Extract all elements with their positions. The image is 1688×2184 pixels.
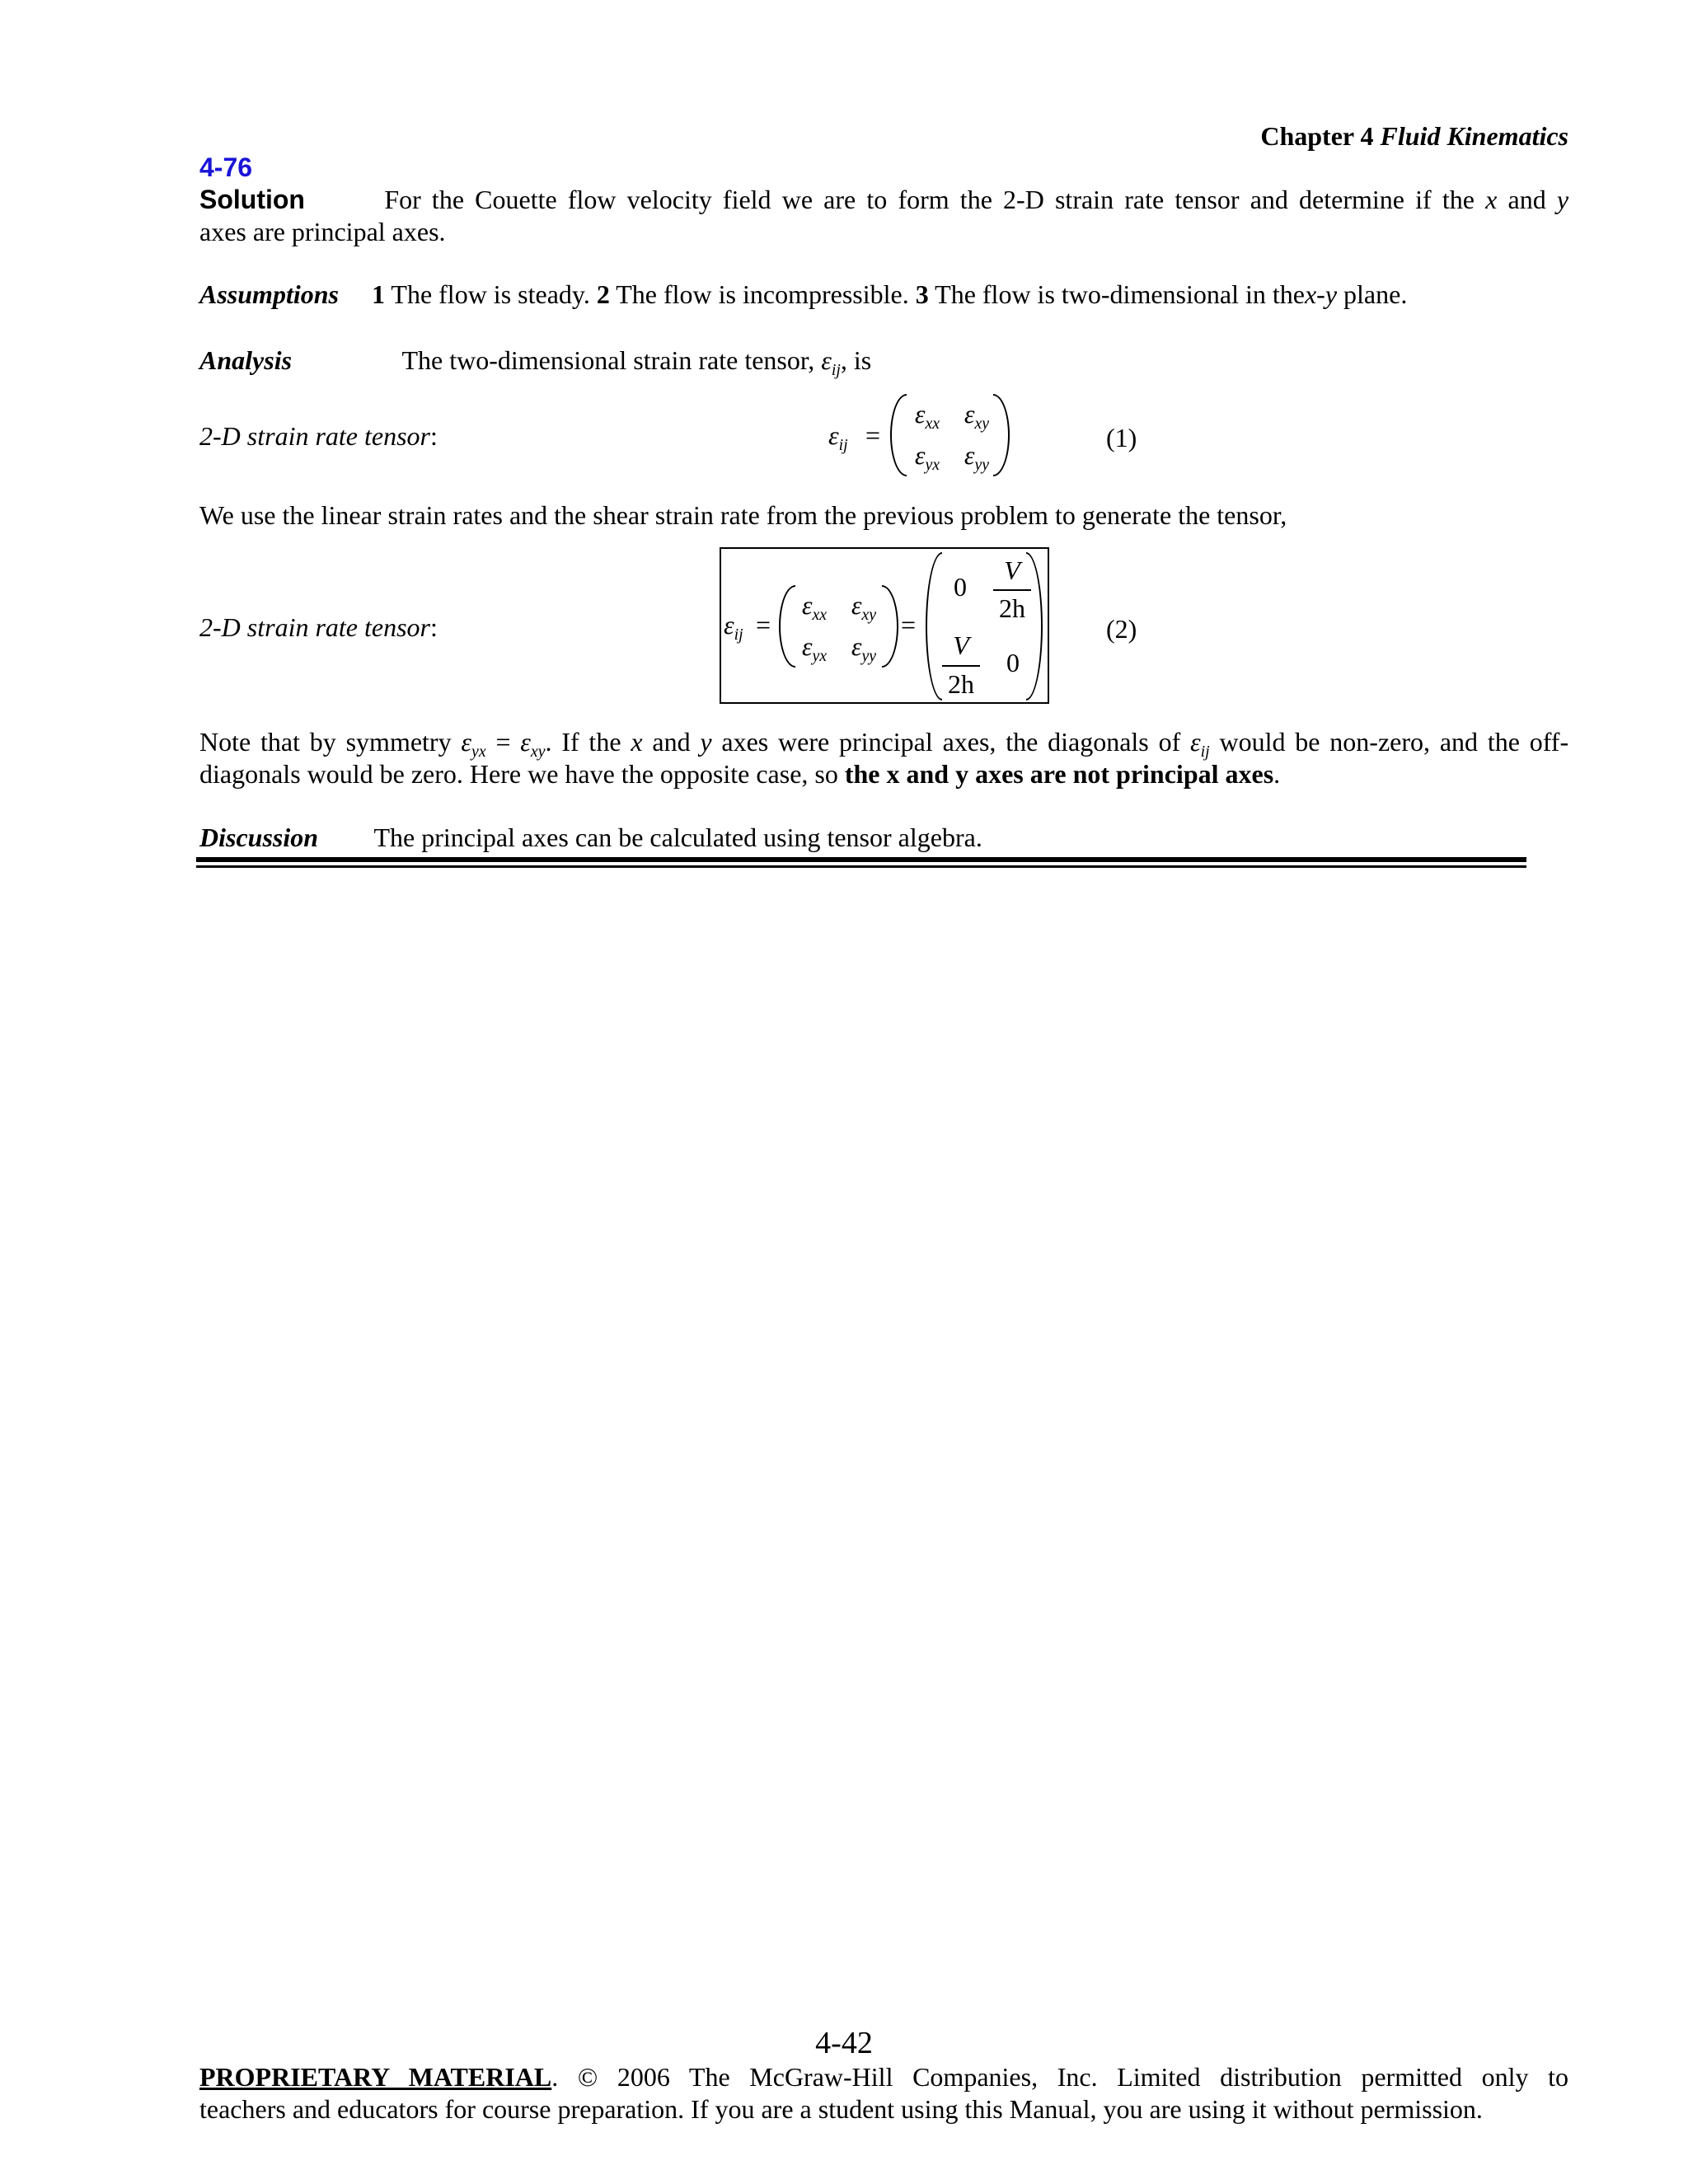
equation2-matrix-values [926, 552, 1043, 701]
equation1-equals: = [865, 420, 881, 450]
equation1-lhs: $\varepsilon_{ij}$ [828, 420, 848, 454]
equation1 [828, 394, 1026, 478]
fraction-bar [942, 665, 980, 667]
note-line1: Note that by symmetry $\varepsilon_{yx} = \varepsilon_{xy}$. If the x and y axes were principal axes, the diagonals of $\varepsilon_{ij}$ would be non-zero, and the off- [199, 727, 1569, 761]
chapter-title: Fluid Kinematics [1380, 121, 1568, 151]
note-line2: diagonals would be zero. Here we have the opposite case, so the x and y axes are not principal axes. [199, 759, 1281, 789]
section-divider [196, 857, 1526, 862]
discussion-line: Discussion The principal axes can be calculated using tensor algebra. [199, 823, 982, 852]
matrix-cell-r21-denominator: 2h [948, 669, 974, 699]
solution-text: For the Couette flow velocity field we are to form the 2-D strain rate tensor and determine if the [384, 185, 1475, 214]
matrix-cell-yx: $\varepsilon_{yx}$ [914, 440, 940, 474]
solution-label: Solution [199, 185, 305, 214]
equation2-number: (2) [1106, 614, 1137, 644]
proprietary-label: PROPRIETARY MATERIAL [199, 2062, 552, 2092]
solution-line1: Solution For the Couette flow velocity field we are to form the 2-D strain rate tensor and determine if the x and y [199, 185, 1569, 214]
middle-paragraph: We use the linear strain rates and the shear strain rate from the previous problem to generate the tensor, [199, 500, 1287, 530]
discussion-label: Discussion [199, 823, 319, 852]
chapter-label: Chapter 4 [1260, 121, 1374, 151]
fraction-bar [993, 589, 1031, 591]
equation2-box [720, 547, 1049, 704]
equation2-label: 2-D strain rate tensor: [199, 612, 438, 642]
page-number: 4-42 [815, 2026, 873, 2060]
matrix-cell-r21-numerator: V [953, 630, 969, 660]
footer-line1: PROPRIETARY MATERIAL. © 2006 The McGraw-Hill Companies, Inc. Limited distribution permitted only to [199, 2062, 1569, 2092]
equation1-label: 2-D strain rate tensor: [199, 421, 438, 451]
equation2-lhs: $\varepsilon_{ij}$ [724, 610, 743, 644]
matrix-cell-r12-denominator: 2h [999, 593, 1025, 623]
matrix-cell-yx: $\varepsilon_{yx}$ [801, 631, 828, 665]
equation2-matrix-symbolic [779, 585, 898, 668]
left-paren [779, 585, 795, 668]
matrix-cell-yy: $\varepsilon_{yy}$ [851, 631, 877, 665]
assumptions-line: Assumptions 1 The flow is steady. 2 The flow is incompressible. 3 The flow is two-dimensional in thex-y plane. [199, 279, 1408, 309]
matrix-cell-r22: 0 [1006, 648, 1020, 677]
equation1-number: (1) [1106, 423, 1137, 452]
footer-line2: teachers and educators for course preparation. If you are a student using this Manual, you are using it without permission. [199, 2094, 1483, 2124]
matrix-cell-xx: $\varepsilon_{xx}$ [914, 399, 940, 433]
matrix-cell-xy: $\varepsilon_{xy}$ [851, 590, 877, 624]
matrix-cell-r12-numerator: V [1004, 555, 1020, 585]
solution-line2: axes are principal axes. [199, 217, 446, 246]
matrix-cell-yy: $\varepsilon_{yy}$ [964, 440, 990, 474]
chapter-header [1260, 120, 1568, 152]
assumptions-label: Assumptions [199, 279, 339, 309]
equation2-equals2: = [901, 610, 917, 640]
matrix-cell-xx: $\varepsilon_{xx}$ [801, 590, 828, 624]
problem-number: 4-76 [199, 152, 253, 182]
analysis-line: Analysis The two-dimensional strain rate tensor, $\varepsilon_{ij}$, is [199, 345, 872, 379]
analysis-label: Analysis [199, 345, 293, 375]
matrix-cell-xy: $\varepsilon_{xy}$ [964, 399, 990, 433]
equation1-matrix [890, 394, 1010, 476]
left-paren [926, 552, 942, 701]
right-paren [882, 585, 898, 668]
section-divider-thin [196, 865, 1526, 868]
left-paren [890, 394, 907, 476]
equation2-equals: = [756, 610, 771, 640]
matrix-cell-r11: 0 [954, 572, 967, 602]
